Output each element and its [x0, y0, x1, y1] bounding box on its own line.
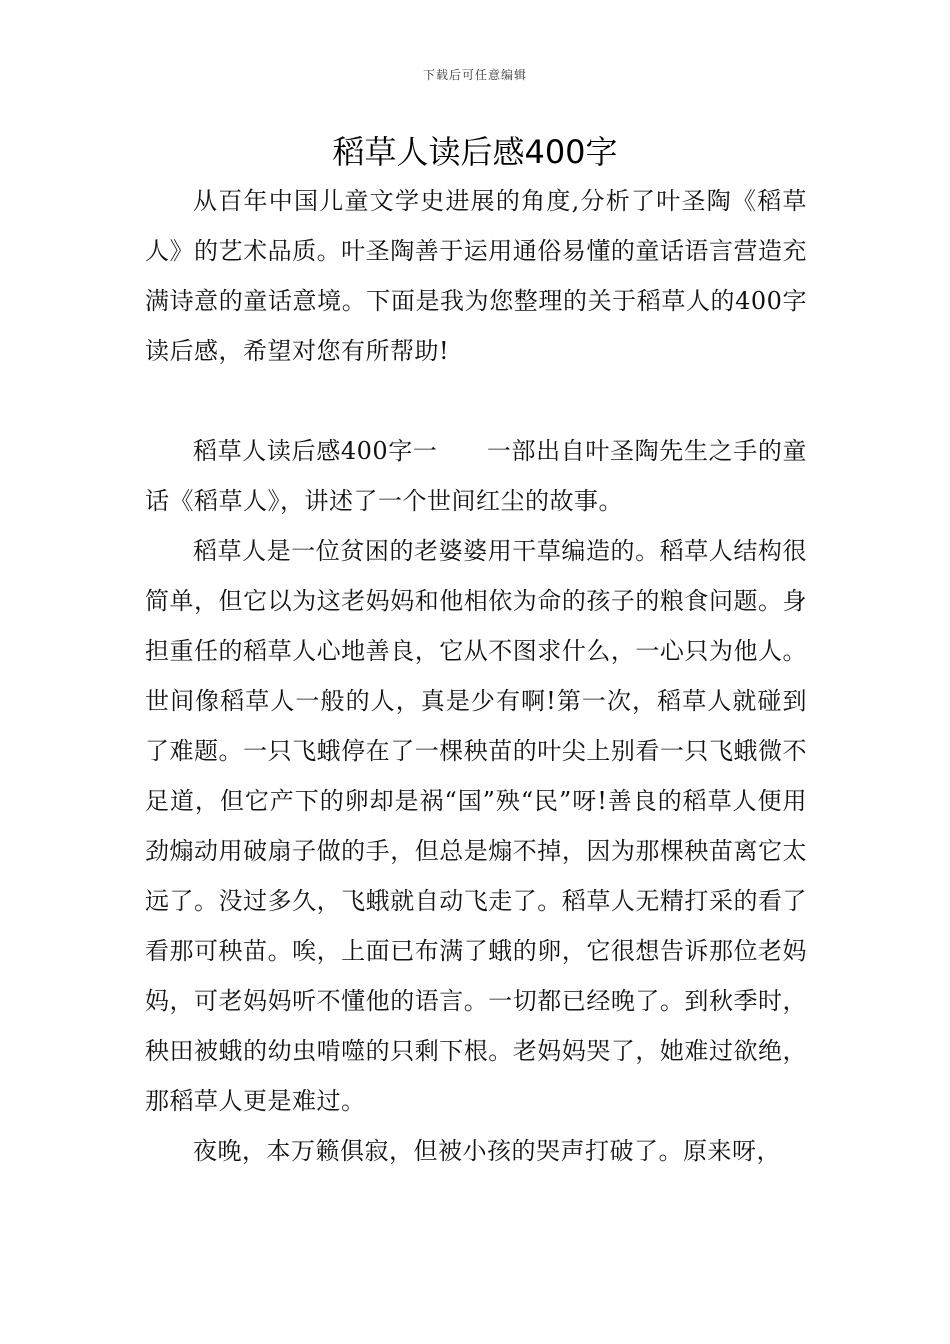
night-paragraph: 夜晚，本万籁俱寂，但被小孩的哭声打破了。原来呀，: [193, 1137, 781, 1165]
section-heading-paragraph: 稻草人读后感400字一 一部出自叶圣陶先生之手的童话《稻草人》，讲述了一个世间红尘的故事。: [145, 437, 807, 515]
story-paragraph: 稻草人是一位贫困的老婆婆用干草编造的。稻草人结构很简单，但它以为这老妈妈和他相依为命的孩子的粮食问题。身担重任的稻草人心地善良，它从不图求什么，一心只为他人。世间像稻草人一般的人，真是少有啊!第一次，稻草人就碰到了难题。一只飞蛾停在了一棵秧苗的叶尖上别看一只飞蛾微不足道，但它产下的卵却是祸“国”殃“民”呀!善良的稻草人便用劲煽动用破扇子做的手，但总是煽不掉，因为那棵秧苗离它太远了。没过多久，飞蛾就自动飞走了。稻草人无精打采的看了看那可秧苗。唉，上面已布满了蛾的卵，它很想告诉那位老妈妈，可老妈妈听不懂他的语言。一切都已经晚了。到秋季时，秧田被蛾的幼虫啃噬的只剩下根。老妈妈哭了，她难过欲绝，那稻草人更是难过。: [145, 537, 807, 1115]
document-body: [145, 176, 807, 1176]
intro-paragraph: 从百年中国儿童文学史进展的角度,分析了叶圣陶《稻草人》的艺术品质。叶圣陶善于运用通俗易懂的童话语言营造充满诗意的童话意境。下面是我为您整理的关于稻草人的400字读后感，希望对您有所帮助!: [145, 187, 807, 365]
paragraph-gap: [145, 376, 807, 426]
page-title: 稻草人读后感400字: [332, 133, 618, 171]
header-note: 下载后可任意编辑: [422, 68, 527, 82]
